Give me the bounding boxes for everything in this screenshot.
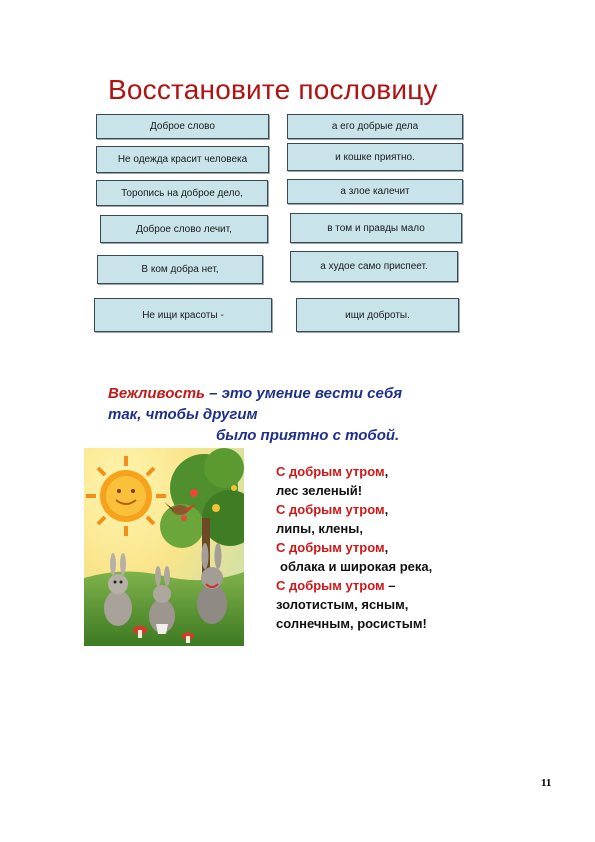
illustration-svg [84, 448, 244, 646]
definition-line-1: – это умение вести себя [204, 385, 403, 402]
proverb-card-right-5[interactable]: а худое само приспеет. [290, 251, 458, 282]
proverb-card-right-3[interactable]: а злое калечит [287, 179, 463, 204]
proverb-card-left-6[interactable]: Не ищи красоты - [94, 298, 272, 332]
proverb-card-right-6[interactable]: ищи доброты. [296, 298, 459, 332]
poem-line-2: лес зеленый! [276, 483, 363, 498]
poem-line-1: С добрым утром, [276, 464, 389, 479]
page-title: Восстановите пословицу [108, 74, 438, 105]
poem-line-9: солнечным, росистым! [276, 616, 427, 631]
forest-animals-illustration [84, 448, 244, 646]
proverb-card-left-3[interactable]: Торопись на доброе дело, [96, 180, 268, 206]
proverb-card-left-2[interactable]: Не одежда красит человека [96, 146, 269, 173]
page-number: 11 [541, 777, 552, 789]
definition-line-3: было приятно с тобой. [216, 427, 400, 444]
poem-line-4: липы, клены, [276, 521, 363, 536]
proverb-card-left-1[interactable]: Доброе слово [96, 114, 269, 139]
politeness-definition [108, 383, 488, 446]
poem-line-8: золотистым, ясным, [276, 597, 409, 612]
good-morning-poem [276, 462, 536, 633]
poem-line-6: облака и широкая река, [280, 559, 433, 574]
poem-line-7: С добрым утром – [276, 578, 396, 593]
proverb-card-right-4[interactable]: в том и правды мало [290, 213, 462, 243]
definition-line-2: так, чтобы другим [108, 406, 258, 423]
proverb-card-right-2[interactable]: и кошке приятно. [287, 143, 463, 171]
poem-line-3: С добрым утром, [276, 502, 389, 517]
proverb-card-left-5[interactable]: В ком добра нет, [97, 255, 263, 284]
proverb-card-left-4[interactable]: Доброе слово лечит, [100, 215, 268, 243]
proverb-card-right-1[interactable]: а его добрые дела [287, 114, 463, 139]
definition-term: Вежливость [108, 385, 205, 402]
poem-line-5: С добрым утром, [276, 540, 389, 555]
